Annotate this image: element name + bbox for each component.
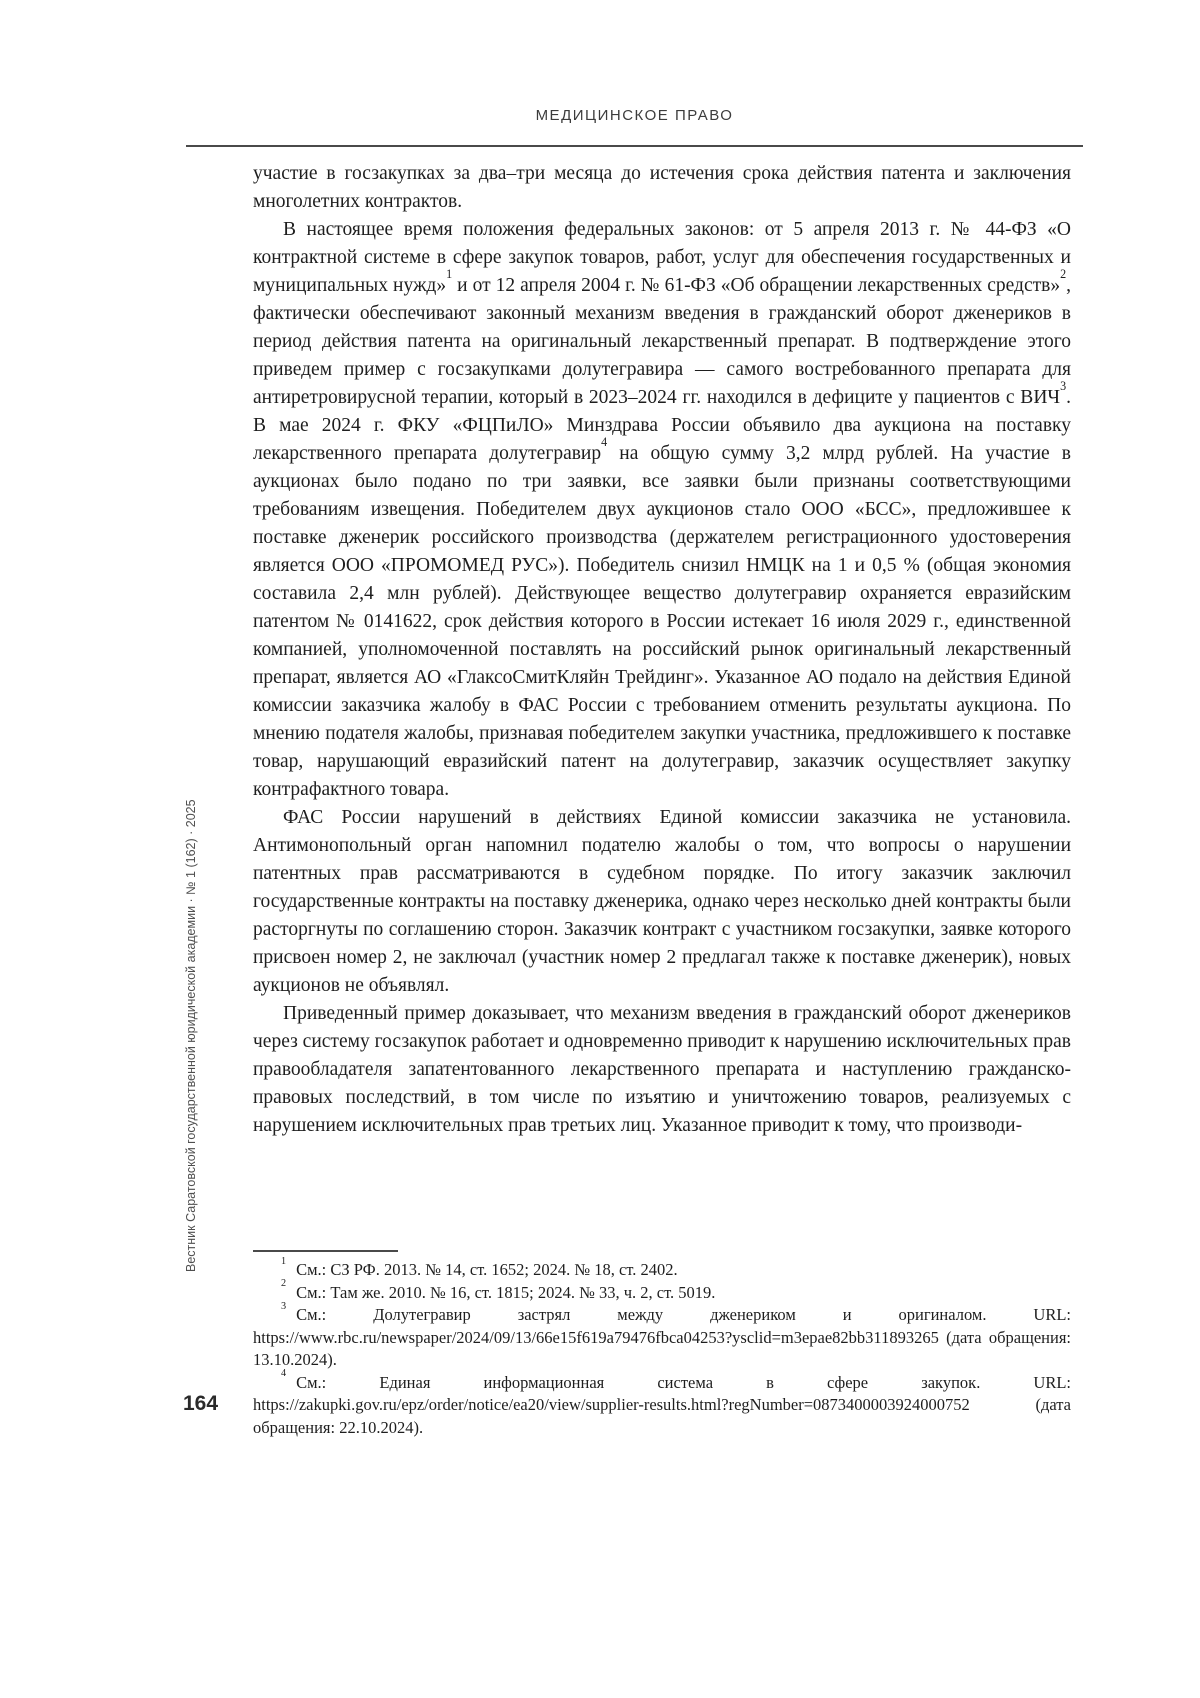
- running-head: МЕДИЦИНСКОЕ ПРАВО: [535, 107, 734, 124]
- footnote: $^3$ См.: Долутегравир застрял между дженериком и оригиналом. URL: https://www.rbc.ru/newspaper/2024/09/13/66e15f619a79476fbca04253?ysclid=m3epae82bb311893265 (дата обращения: 13.10.2024).: [253, 1300, 1071, 1369]
- paragraph: ФАС России нарушений в действиях Единой комиссии заказчика не установила. Антимонопольный орган напомнил подателю жалобы о том, что вопросы о нарушении патентных прав рассматриваются в судебном порядке. По итогу заказчик заключил государственные контракты на поставку дженерика, однако через несколько дней контракты были расторгнуты по соглашению сторон. Заказчик контракт с участником госзакупки, заявке которого присвоен номер 2, не заключал (участник номер 2 предлагал также к поставке дженерик), новых аукционов не объявлял.: [253, 807, 1071, 996]
- article-body: [253, 160, 1071, 1140]
- paragraph: В настоящее время положения федеральных законов: от 5 апреля 2013 г. № 44-ФЗ «О контрактной системе в сфере закупок товаров, работ, услуг для обеспечения государственных и муниципальных нужд»$^1$ и от 12 апреля 2004 г. № 61-ФЗ «Об обращении лекарственных средств»$^2$, фактически обеспечивают законный механизм введения в гражданский оборот дженериков в период действия патента на оригинальный лекарственный препарат. В подтверждение этого приведем пример с госзакупками долутегравира — самого востребованного препарата для антиретровирусной терапии, который в 2023–2024 гг. находился в дефиците у пациентов с ВИЧ$^3$. В мае 2024 г. ФКУ «ФЦПиЛО» Минздрава России объявило два аукциона на поставку лекарственного препарата долутегравир$^4$ на общую сумму 3,2 млрд рублей. На участие в аукционах было подано по три заявки, все заявки были признаны соответствующими требованиям извещения. Победителем двух аукционов стало ООО «БСС», предложившее к поставке дженерик российского производства (держателем регистрационного удостоверения является ООО «ПРОМОМЕД РУС»). Победитель снизил НМЦК на 1 и 0,5 % (общая экономия составила 2,4 млн рублей). Действующее вещество долутегравир охраняется евразийским патентом № 0141622, срок действия которого в России истекает 16 июля 2029 г., единственной компанией, уполномоченной поставлять на российский рынок оригинальный лекарственный препарат, является АО «ГлаксоСмитКляйн Трейдинг». Указанное АО подало на действия Единой комиссии заказчика жалобу в ФАС России с требованием отменить результаты аукциона. По мнению подателя жалобы, признавая победителем закупки участника, предложившего к поставке товар, нарушающий евразийский патент на долутегравир, заказчик осуществляет закупку контрафактного товара.: [253, 219, 1071, 800]
- paragraph: участие в госзакупках за два–три месяца до истечения срока действия патента и заключения многолетних контрактов.: [253, 163, 1071, 212]
- footnote-marker: 4: [281, 1368, 287, 1380]
- footnote-marker: 2: [281, 1278, 287, 1290]
- paragraph: Приведенный пример доказывает, что механизм введения в гражданский оборот дженериков через систему госзакупок работает и одновременно приводит к нарушению исключительных прав правообладателя запатентованного лекарственного препарата и наступлению гражданско-правовых последствий, в том числе по изъятию и уничтожению товаров, реализуемых с нарушением исключительных прав третьих лиц. Указанное приводит к тому, что производи-: [253, 1003, 1071, 1136]
- footnote-separator: [253, 1250, 398, 1252]
- footnote-ref: 2: [1060, 267, 1067, 282]
- footnotes-section: [253, 1250, 1071, 1439]
- footnote-marker: 1: [281, 1255, 287, 1267]
- footnote-ref: 1: [446, 267, 453, 282]
- footnote-ref: 4: [601, 435, 608, 450]
- footnote: $^1$ См.: СЗ РФ. 2013. № 14, ст. 1652; 2024. № 18, ст. 2402.: [281, 1255, 678, 1279]
- footnote-marker: 3: [281, 1300, 287, 1312]
- header-rule: [186, 145, 1083, 147]
- footnote-list: [253, 1255, 1071, 1439]
- footnote: $^4$ См.: Единая информационная система в сфере закупок. URL: https://zakupki.gov.ru/epz/order/notice/ea20/view/supplier-results.html?regNumber=0873400003924000752 (дата обращения: 22.10.2024).: [253, 1368, 1071, 1437]
- page-number: 164: [183, 1392, 219, 1415]
- footnote: $^2$ См.: Там же. 2010. № 16, ст. 1815; 2024. № 33, ч. 2, ст. 5019.: [281, 1278, 716, 1302]
- footnote-ref: 3: [1060, 379, 1067, 394]
- journal-sidebar-caption: Вестник Саратовской государственной юридической академии · № 1 (162) · 2025: [184, 799, 198, 1272]
